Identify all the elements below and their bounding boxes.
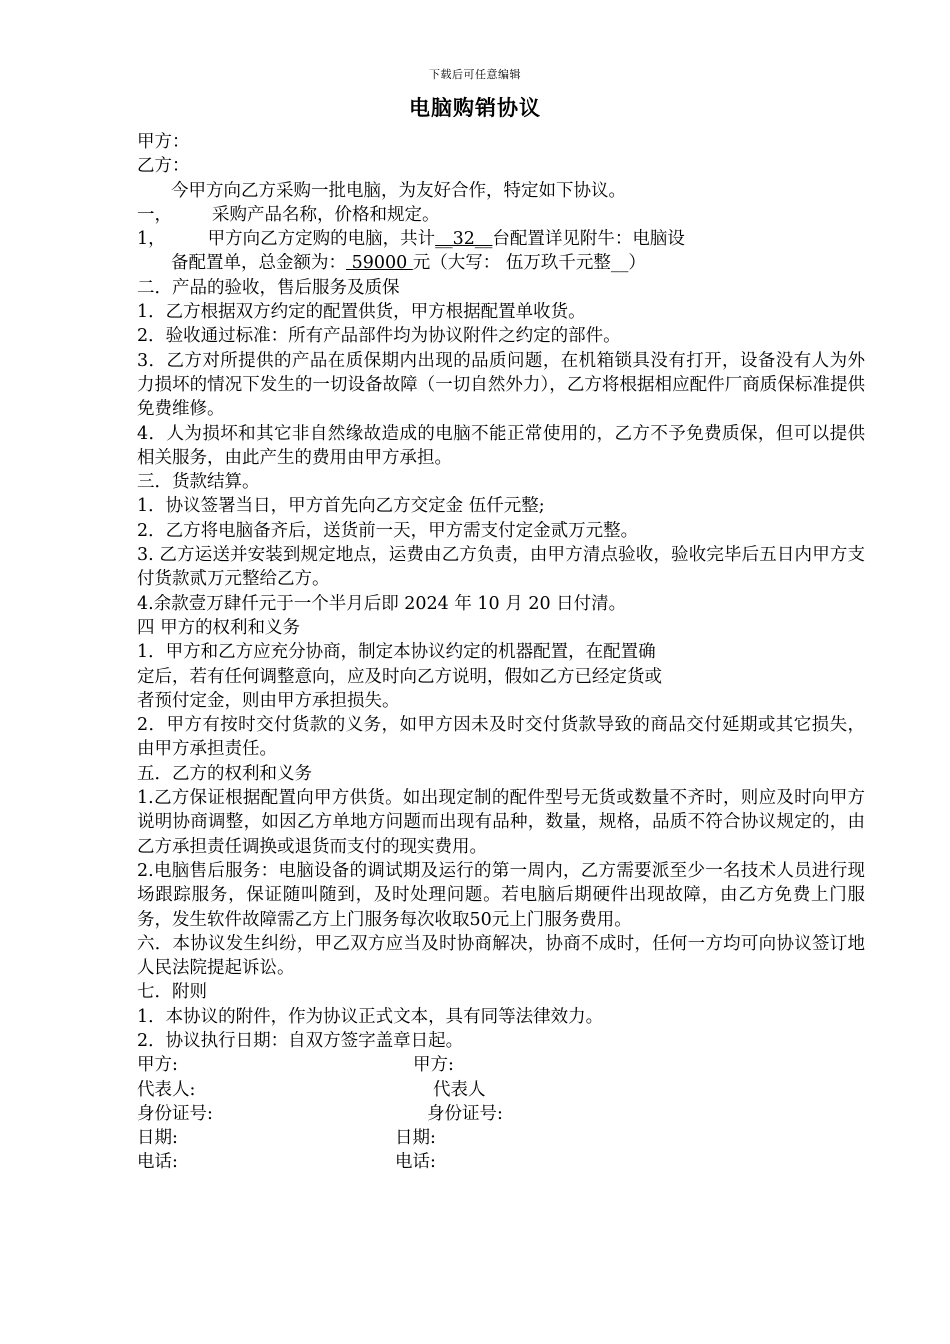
section-5-para-1: 1.乙方保证根据配置向甲方供货。如出现定制的配件型号无货或数量不齐时，则应及时向甲方说明协商调整，如因乙方单地方问题而出现有品种，数量，规格，品质不符合协议规定的，由乙方承担责任调换或退货而支付的现实费用。 <box>137 788 865 857</box>
contract-body <box>137 130 865 1175</box>
signature-id-row <box>137 1102 865 1126</box>
section-2-para-4: 4．人为损坏和其它非自然缘故造成的电脑不能正常使用的，乙方不予免费质保，但可以提供相关服务，由此产生的费用由甲方承担。 <box>137 423 865 468</box>
section-4-heading: 四 甲方的权利和义务 <box>137 617 301 638</box>
signature-phone-row <box>137 1150 865 1174</box>
party-a-signature-label-right: 甲方: <box>413 1055 454 1076</box>
id-number-label-right: 身份证号: <box>427 1103 503 1124</box>
section-5-heading: 五．乙方的权利和义务 <box>137 763 312 784</box>
section-7-para-2: 2．协议执行日期：自双方签字盖章日起。 <box>137 1030 464 1051</box>
representative-label-right: 代表人 <box>433 1079 486 1100</box>
signature-party-row <box>137 1053 865 1077</box>
section-2-heading: 二．产品的验收，售后服务及质保 <box>137 277 400 298</box>
section-1-item-1-cont <box>137 251 865 275</box>
phone-label-right: 电话: <box>395 1152 436 1173</box>
section-3-para-2: 2．乙方将电脑备齐后，送货前一天，甲方需支付定金贰万元整。 <box>137 520 639 541</box>
section-1-heading <box>137 203 865 227</box>
section-3-para-4: 4.余款壹万肆仟元于一个半月后即 2024 年 10 月 20 日付清。 <box>137 593 627 614</box>
intro-paragraph: 今甲方向乙方采购一批电脑，为友好合作，特定如下协议。 <box>171 180 626 201</box>
section-3-heading: 三．货款结算。 <box>137 472 260 493</box>
representative-label-left: 代表人: <box>137 1079 196 1100</box>
section-1-item-1 <box>137 227 865 251</box>
document-title: 电脑购销协议 <box>409 95 541 120</box>
section-6-para: 六．本协议发生纠纷，甲乙双方应当及时协商解决，协商不成时，任何一方均可向协议签订地人民法院提起诉讼。 <box>137 933 865 979</box>
date-label-right: 日期: <box>395 1128 436 1149</box>
section-4-para-1-line-1: 1．甲方和乙方应充分协商，制定本协议约定的机器配置，在配置确 <box>137 642 656 663</box>
section-2-para-2: 2．验收通过标准：所有产品部件均为协议附件之约定的部件。 <box>137 326 621 347</box>
section-1-number: 一， <box>137 204 172 225</box>
date-label-left: 日期: <box>137 1128 178 1149</box>
section-3-para-1: 1．协议签署当日，甲方首先向乙方交定金 伍仟元整; <box>137 496 545 517</box>
item-text: 备配置单，总金额为： <box>171 253 346 274</box>
party-b-line: 乙方： <box>137 156 190 177</box>
section-4-para-1-line-3: 者预付定金，则由甲方承担损失。 <box>137 690 400 711</box>
party-a-line: 甲方： <box>137 132 190 152</box>
phone-label-left: 电话: <box>137 1152 178 1173</box>
section-7-heading: 七．附则 <box>137 982 207 1003</box>
item-text: 甲方向乙方定购的电脑，共计 <box>207 229 436 250</box>
section-4-para-1-line-2: 定后，若有任何调整意向，应及时向乙方说明，假如乙方已经定货或 <box>137 666 662 687</box>
section-7-para-1: 1．本协议的附件，作为协议正式文本，具有同等法律效力。 <box>137 1006 604 1027</box>
party-a-signature-label: 甲方: <box>137 1055 178 1076</box>
section-2-para-1: 1．乙方根据双方约定的配置供货，甲方根据配置单收货。 <box>137 302 586 323</box>
section-4-para-2: 2．甲方有按时交付货款的义务，如甲方因未及时交付货款导致的商品交付延期或其它损失，由甲方承担责任。 <box>137 715 865 760</box>
signature-date-row <box>137 1126 865 1150</box>
item-number: 1， <box>137 229 166 250</box>
quantity-value: __32__ <box>435 229 493 250</box>
section-1-title: 采购产品名称，价格和规定。 <box>212 204 440 225</box>
section-5-para-2: 2.电脑售后服务：电脑设备的调试期及运行的第一周内，乙方需要派至少一名技术人员进行现场跟踪服务，保证随叫随到，及时处理问题。若电脑后期硬件出现故障，由乙方免费上门服务，发生软件故障需乙方上门服务每次收取50元上门服务费用。 <box>137 860 865 930</box>
section-2-para-3: 3．乙方对所提供的产品在质保期内出现的品质问题，在机箱锁具没有打开，设备没有人为外力损坏的情况下发生的一切设备故障（一切自然外力），乙方将根据相应配件厂商质保标准提供免费维修。 <box>137 350 865 420</box>
section-3-para-3: 3. 乙方运送并安装到规定地点，运费由乙方负责，由甲方清点验收，验收完毕后五日内甲方支付货款贰万元整给乙方。 <box>137 545 865 590</box>
signature-rep-row <box>137 1078 865 1102</box>
id-number-label-left: 身份证号: <box>137 1103 213 1124</box>
total-amount: 59000 <box>346 253 413 274</box>
header-note: 下载后可任意编辑 <box>429 68 521 81</box>
item-text: 台配置详见附牛：电脑设 <box>492 229 685 250</box>
item-text: 元（大写： 伍万玖千元整__） <box>412 253 646 274</box>
